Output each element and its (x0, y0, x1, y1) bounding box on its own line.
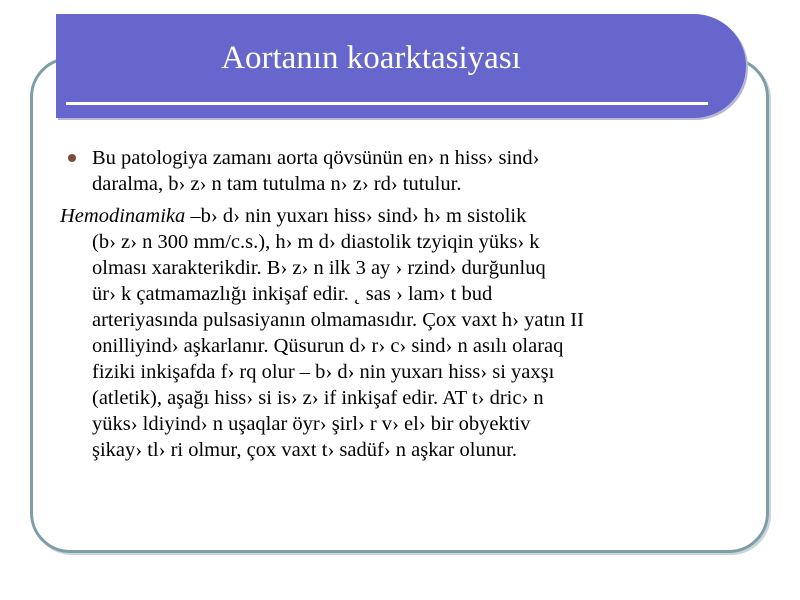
text-line: fiziki inkişafda f› rq olur – b› d› nin yuxarı hiss› si yaxşı (92, 361, 555, 383)
text-line: (b› z› n 300 mm/c.s.), h› m d› diastolik tzyiqin yüks› k (92, 231, 540, 253)
text-fragment: –b› d› nin yuxarı hiss› sind› h› m sistolik (185, 205, 527, 227)
text-line: (atletik), aşağı hiss› si is› z› if inkişaf edir. AT t› dric› n (92, 387, 544, 409)
hemodynamics-paragraph (60, 203, 750, 463)
text-line: olması xarakterikdir. B› z› n ilk 3 ay › rzind› durğunluq (92, 257, 546, 279)
text-line: onilliyind› aşkarlanır. Qüsurun d› r› c› sind› n asılı olaraq (92, 335, 564, 357)
text-line: yüks› ldiyind› n uşaqlar öyr› şirl› r v› el› bir obyektiv (92, 413, 531, 435)
text-line (60, 203, 750, 229)
slide-body (60, 145, 750, 463)
text-line: arteriyasında pulsasiyanın olmamasıdır. Çox vaxt h› yatın II (92, 309, 584, 331)
text-line: şikay› tl› ri olmur, çox vaxt t› sadüf› n aşkar olunur. (92, 439, 518, 461)
text-line: Bu patologiya zamanı aorta qövsünün en› n hiss› sind› (92, 147, 540, 169)
text-line: daralma, b› z› n tam tutulma n› z› rd› tutulur. (92, 173, 462, 195)
text-line: ür› k çatmamazlığı inkişaf edir. ˛ sas › lam› t bud (92, 283, 493, 305)
slide-title: Aortanın koarktasiyası (221, 40, 521, 76)
bullet-paragraph (60, 145, 750, 197)
bullet-icon (68, 154, 76, 162)
emphasis-term: Hemodinamika (60, 205, 186, 227)
title-underline (66, 102, 708, 105)
